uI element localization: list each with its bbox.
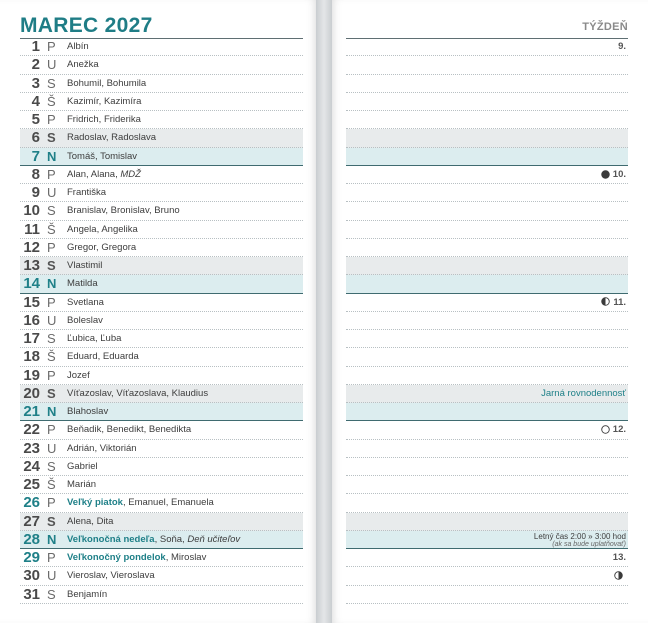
day-number: 30: [23, 567, 40, 585]
name-day: [67, 476, 299, 494]
note-row: [346, 38, 628, 56]
day-number: 25: [23, 476, 40, 493]
day-row: [20, 56, 303, 74]
weekday-letter: S: [47, 258, 56, 273]
name-day: [67, 148, 299, 166]
day-number: 29: [23, 549, 40, 566]
note-row: [346, 129, 628, 147]
week-number: [601, 294, 626, 312]
day-row: [20, 531, 303, 549]
name-text: Vlastimil: [67, 260, 103, 271]
day-number: 23: [23, 439, 40, 457]
name-day: [67, 166, 299, 184]
name-text: Svetlana: [67, 296, 104, 308]
day-row: [20, 38, 303, 56]
note-text: 10.: [612, 168, 626, 180]
day-row: [20, 385, 303, 403]
name-text: Adrián, Viktorián: [67, 442, 137, 454]
day-number: 17: [23, 330, 40, 347]
name-text: Gregor, Gregora: [67, 241, 137, 253]
name-text: Anežka: [67, 59, 99, 71]
note-row: [346, 385, 628, 403]
day-number: 12: [23, 238, 40, 256]
weekday-letter: Š: [47, 477, 56, 492]
weekday-letter: N: [47, 276, 57, 292]
right-page: [332, 0, 648, 623]
name-day: [67, 202, 299, 220]
note-row: [346, 239, 628, 257]
weekday-letter: P: [47, 166, 56, 182]
day-row: [20, 367, 303, 385]
holiday-name: Veľký piatok: [67, 497, 123, 509]
week-number: [613, 549, 626, 567]
note-row: [346, 513, 628, 531]
name-text: Fridrich, Friderika: [67, 114, 141, 125]
name-text: Blahoslav: [67, 406, 109, 417]
day-row: [20, 166, 303, 184]
name-text: Eduard, Eduarda: [67, 351, 139, 363]
name-text: Beňadik, Benedikt, Benedikta: [67, 424, 192, 436]
name-day: [67, 367, 299, 385]
name-day: [67, 129, 299, 147]
name-text: Alan, Alana,: [67, 168, 121, 180]
day-number: 26: [23, 494, 40, 512]
weekday-letter: N: [47, 531, 57, 547]
day-number: 5: [31, 111, 40, 128]
weekday-letter: N: [47, 148, 57, 164]
day-row: [20, 148, 303, 166]
note-row: [346, 111, 628, 129]
name-day: [67, 330, 299, 348]
name-text: Ľubica, Ľuba: [67, 333, 122, 344]
name-day: [67, 567, 299, 585]
name-text: Benjamín: [67, 588, 108, 600]
day-row: [20, 330, 303, 348]
weekday-letter: S: [47, 385, 56, 401]
book-gutter: [316, 0, 332, 623]
name-day: [67, 184, 299, 202]
day-number: 24: [23, 457, 40, 475]
note-text: Jarná rovnodennosť: [541, 387, 626, 399]
weekday-letter: U: [47, 312, 57, 328]
name-day: [67, 549, 299, 567]
day-number: 11: [24, 220, 40, 238]
day-row: [20, 202, 303, 220]
name-text: Víťazoslav, Víťazoslava, Klaudius: [67, 387, 209, 399]
weekday-letter: U: [47, 57, 57, 73]
name-text: , Miroslav: [165, 552, 207, 563]
name-day: [67, 275, 299, 293]
day-number: 18: [23, 348, 40, 366]
note-row: [346, 440, 628, 458]
note-row: [346, 348, 628, 366]
weekday-letter: S: [47, 75, 56, 91]
day-row: [20, 567, 303, 585]
note-row: [346, 221, 628, 239]
note-row: [346, 567, 628, 585]
holiday-name: Veľkonočná nedeľa: [67, 533, 155, 545]
name-text: Radoslav, Radoslava: [67, 132, 157, 144]
name-day: [67, 111, 299, 129]
name-day: [67, 403, 299, 421]
day-row: [20, 275, 303, 293]
day-number: 19: [23, 366, 40, 384]
name-text: , Soňa,: [154, 533, 188, 545]
weekday-letter: P: [47, 39, 56, 54]
day-number: 15: [23, 293, 40, 311]
day-number: 6: [31, 129, 40, 147]
note-row: [346, 549, 628, 567]
weekday-letter: P: [47, 239, 56, 255]
day-number: 10: [23, 202, 40, 220]
name-text: Bohumil, Bohumila: [67, 77, 147, 89]
day-row: [20, 494, 303, 512]
day-row: [20, 312, 303, 330]
name-day: [67, 385, 299, 403]
week-number: [614, 567, 626, 585]
note-text: 9.: [618, 41, 626, 52]
name-day: [67, 458, 299, 476]
note-row: [346, 56, 628, 74]
name-day: [67, 257, 299, 275]
note-row: [346, 184, 628, 202]
note-row: [346, 494, 628, 512]
name-text: Matilda: [67, 278, 98, 290]
name-day: [67, 38, 299, 56]
name-text: Albín: [67, 41, 89, 52]
name-text: Boleslav: [67, 314, 103, 326]
day-number: 22: [23, 421, 40, 439]
name-day: [67, 531, 299, 549]
day-number: 9: [31, 184, 40, 201]
day-row: [20, 421, 303, 439]
week-number: [618, 38, 626, 56]
month-title: MAREC 2027: [20, 14, 153, 37]
day-row: [20, 129, 303, 147]
note-row: [346, 476, 628, 494]
day-number: 27: [23, 512, 40, 530]
moon-half-left-icon: [601, 297, 610, 306]
week-number: [601, 421, 626, 439]
weekday-letter: P: [47, 112, 56, 127]
day-number: 31: [23, 585, 40, 603]
day-number: 7: [31, 147, 40, 165]
note-row: [346, 531, 628, 549]
day-row: [20, 75, 303, 93]
name-day: [67, 221, 299, 239]
name-day: [67, 494, 299, 512]
day-row: [20, 440, 303, 458]
weekday-letter: Š: [47, 349, 56, 365]
name-text: Alena, Dita: [67, 515, 114, 527]
note-row: [346, 202, 628, 220]
day-row: [20, 111, 303, 129]
weekday-letter: U: [47, 185, 57, 200]
day-number: 21: [23, 403, 40, 420]
weekday-letter: S: [47, 130, 56, 146]
day-number: 20: [23, 384, 40, 402]
name-text: , Emanuel, Emanuela: [122, 497, 214, 509]
dst-subtext: (ak sa bude uplatňovať): [552, 540, 626, 548]
moon-empty-icon: [601, 425, 610, 434]
week-column-header: TÝŽDEŇ: [582, 21, 628, 33]
note-row: [346, 148, 628, 166]
day-number: 16: [23, 311, 40, 329]
name-text: Františka: [67, 187, 107, 198]
weekday-letter: Š: [47, 93, 56, 109]
day-number: 8: [31, 165, 40, 183]
note-row: [346, 421, 628, 439]
weekday-letter: S: [47, 513, 56, 529]
dst-text: Letný čas 2:00 » 3:00 hod: [533, 531, 626, 541]
note-row: [346, 330, 628, 348]
note-text: 11.: [613, 296, 626, 308]
note-row: [346, 586, 628, 604]
weekday-letter: P: [47, 422, 56, 438]
weekday-letter: U: [47, 568, 57, 584]
weekday-letter: P: [47, 294, 56, 310]
note-text: 13.: [612, 552, 626, 563]
weekday-letter: P: [47, 367, 56, 383]
weekday-letter: Š: [47, 221, 56, 237]
day-number: 3: [31, 74, 40, 92]
name-text: Branislav, Bronislav, Bruno: [67, 205, 180, 217]
name-day: [67, 75, 299, 93]
day-number: 28: [23, 530, 40, 548]
notes-list: [346, 38, 628, 604]
dst-note: [534, 532, 626, 548]
name-day: [67, 312, 299, 330]
name-day: [67, 586, 299, 604]
day-row: [20, 294, 303, 312]
name-text: MDŽ: [120, 168, 141, 180]
name-day: [67, 93, 299, 111]
name-text: Deň učiteľov: [187, 533, 241, 545]
name-day: [67, 440, 299, 458]
day-number: 4: [31, 92, 40, 110]
note-row: [346, 257, 628, 275]
name-day: [67, 294, 299, 312]
name-day: [67, 421, 299, 439]
day-list: [20, 38, 303, 604]
note-row: [346, 75, 628, 93]
day-row: [20, 348, 303, 366]
day-row: [20, 458, 303, 476]
left-page: [0, 0, 316, 623]
day-row: [20, 93, 303, 111]
weekday-letter: S: [47, 331, 56, 346]
day-row: [20, 257, 303, 275]
event-label: [541, 385, 626, 403]
note-row: [346, 367, 628, 385]
name-text: Angela, Angelika: [67, 223, 138, 235]
moon-half-right-icon: [614, 571, 623, 580]
name-day: [67, 56, 299, 74]
note-row: [346, 275, 628, 293]
weekday-letter: S: [47, 203, 56, 219]
weekday-letter: P: [47, 495, 56, 511]
name-text: Tomáš, Tomislav: [67, 150, 138, 162]
note-text: 12.: [612, 424, 626, 436]
name-day: [67, 239, 299, 257]
name-text: Jozef: [67, 369, 90, 381]
note-row: [346, 403, 628, 421]
name-text: Marián: [67, 479, 97, 490]
day-number: 1: [31, 38, 40, 55]
weekday-letter: P: [47, 550, 56, 565]
day-row: [20, 403, 303, 421]
day-row: [20, 513, 303, 531]
weekday-letter: N: [47, 404, 57, 419]
name-text: Gabriel: [67, 460, 98, 472]
day-row: [20, 221, 303, 239]
day-row: [20, 476, 303, 494]
name-text: Kazimír, Kazimíra: [67, 95, 142, 107]
note-row: [346, 312, 628, 330]
weekday-letter: S: [47, 586, 56, 602]
day-row: [20, 184, 303, 202]
day-row: [20, 586, 303, 604]
day-number: 14: [23, 275, 40, 293]
week-number: [601, 166, 626, 184]
note-row: [346, 458, 628, 476]
name-day: [67, 513, 299, 531]
holiday-name: Veľkonočný pondelok: [67, 552, 166, 563]
day-row: [20, 549, 303, 567]
name-text: Vieroslav, Vieroslava: [67, 570, 155, 582]
note-row: [346, 166, 628, 184]
day-row: [20, 239, 303, 257]
day-number: 2: [31, 56, 40, 74]
name-day: [67, 348, 299, 366]
note-row: [346, 93, 628, 111]
note-row: [346, 294, 628, 312]
day-number: 13: [23, 257, 40, 274]
moon-full-dark-icon: [601, 170, 610, 179]
weekday-letter: S: [47, 458, 56, 474]
weekday-letter: U: [47, 440, 57, 456]
